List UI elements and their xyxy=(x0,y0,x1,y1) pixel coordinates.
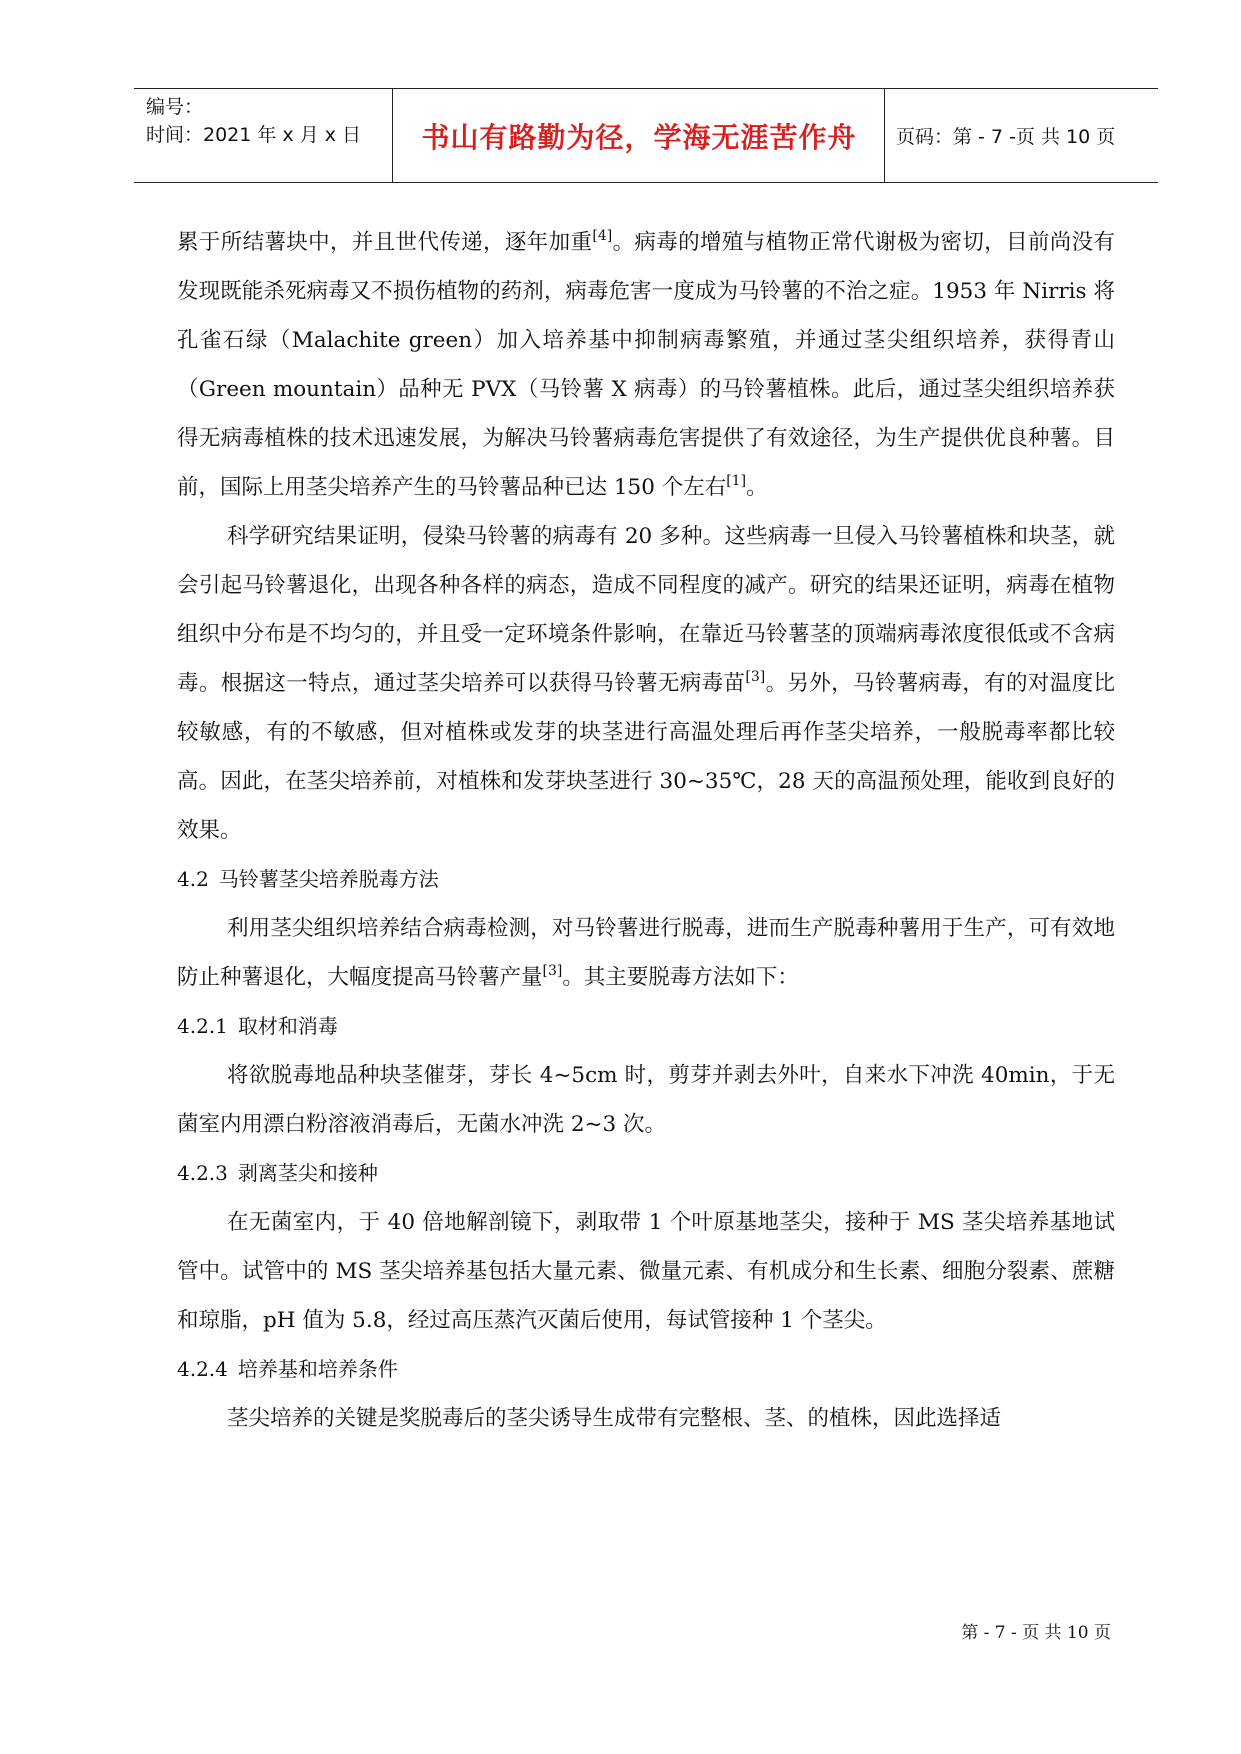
header-divider-left xyxy=(392,89,393,182)
paragraph-text: 。另外，马铃薯病毒，有的对温度比较敏感，有的不敏感，但对植株或发芽的块茎进行高温处理后再作茎尖培养，一般脱毒率都比较高。因此，在茎尖培养前，对植株和发芽块茎进行 30~35℃，28 天的高温预处理，能收到良好的效果。 xyxy=(177,671,1115,843)
document-number-label: 编号： xyxy=(146,96,204,118)
section-number: 4.2.3 xyxy=(177,1161,228,1185)
paragraph-stem-tip-stripping: 在无菌室内，于 40 倍地解剖镜下，剥取带 1 个叶原基地茎尖，接种于 MS 茎尖培养基地试管中。试管中的 MS 茎尖培养基包括大量元素、微量元素、有机成分和生长素、细胞分裂素、蔗糖和琼脂，pH 值为 5.8，经过高压蒸汽灭菌后使用，每试管接种 1 个茎尖。 xyxy=(177,1210,1115,1333)
section-title: 取材和消毒 xyxy=(237,1014,338,1038)
section-heading-4-2-1 xyxy=(177,1002,1115,1051)
page-header xyxy=(134,88,1158,183)
paragraph-method-intro xyxy=(177,904,1115,1002)
paragraph-text: 。 xyxy=(746,475,768,500)
paragraph-text: 累于所结薯块中，并且世代传递，逐年加重 xyxy=(177,230,593,255)
paragraph-text: 利用茎尖组织培养结合病毒检测，对马铃薯进行脱毒，进而生产脱毒种薯用于生产，可有效地防止种薯退化，大幅度提高马铃薯产量 xyxy=(177,916,1115,990)
page-footer: 第 - 7 - 页 共 10 页 xyxy=(961,1623,1111,1643)
header-motto: 书山有路勤为径，学海无涯苦作舟 xyxy=(421,120,857,154)
document-time-label: 时间：2021 年 x 月 x 日 xyxy=(146,124,362,146)
paragraph-virus-history xyxy=(177,218,1115,512)
citation: [3] xyxy=(542,963,563,979)
header-divider-right xyxy=(884,89,885,182)
citation: [3] xyxy=(745,669,766,685)
section-number: 4.2 xyxy=(177,867,209,891)
section-heading-4-2 xyxy=(177,855,1115,904)
section-title: 培养基和培养条件 xyxy=(237,1357,398,1381)
section-heading-4-2-4 xyxy=(177,1345,1115,1394)
paragraph-text: 。病毒的增殖与植物正常代谢极为密切，目前尚没有发现既能杀死病毒又不损伤植物的药剂，病毒危害一度成为马铃薯的不治之症。1953 年 Nirris 将孔雀石绿（Malachite green）加入培养基中抑制病毒繁殖，并通过茎尖组织培养，获得青山（Green mountain）品种无 PVX（马铃薯 X 病毒）的马铃薯植株。此后，通过茎尖组织培养获得无病毒植株的技术迅速发展，为解决马铃薯病毒危害提供了有效途径，为生产提供优良种薯。目前，国际上用茎尖培养产生的马铃薯品种已达 150 个左右 xyxy=(177,230,1115,500)
section-number: 4.2.1 xyxy=(177,1014,228,1038)
paragraph-sampling: 将欲脱毒地品种块茎催芽，芽长 4~5cm 时，剪芽并剥去外叶，自来水下冲洗 40min，于无菌室内用漂白粉溶液消毒后，无菌水冲洗 2~3 次。 xyxy=(177,1063,1115,1137)
header-page-info: 页码：第 - 7 -页 共 10 页 xyxy=(896,126,1116,148)
paragraph-research-results xyxy=(177,512,1115,855)
paragraph-text: 科学研究结果证明，侵染马铃薯的病毒有 20 多种。这些病毒一旦侵入马铃薯植株和块茎，就会引起马铃薯退化，出现各种各样的病态，造成不同程度的减产。研究的结果还证明，病毒在植物组织中分布是不均匀的，并且受一定环境条件影响，在靠近马铃薯茎的顶端病毒浓度很低或不含病毒。根据这一特点，通过茎尖培养可以获得马铃薯无病毒苗 xyxy=(177,524,1115,696)
citation: [1] xyxy=(726,473,747,489)
section-heading-4-2-3 xyxy=(177,1149,1115,1198)
paragraph-text: 。其主要脱毒方法如下： xyxy=(562,965,799,990)
section-number: 4.2.4 xyxy=(177,1357,228,1381)
paragraph-culture-medium: 茎尖培养的关键是奖脱毒后的茎尖诱导生成带有完整根、茎、的植株，因此选择适 xyxy=(227,1406,1002,1431)
section-title: 剥离茎尖和接种 xyxy=(237,1161,378,1185)
document-body xyxy=(177,218,1115,1443)
section-title: 马铃薯茎尖培养脱毒方法 xyxy=(218,867,439,891)
citation: [4] xyxy=(592,228,613,244)
